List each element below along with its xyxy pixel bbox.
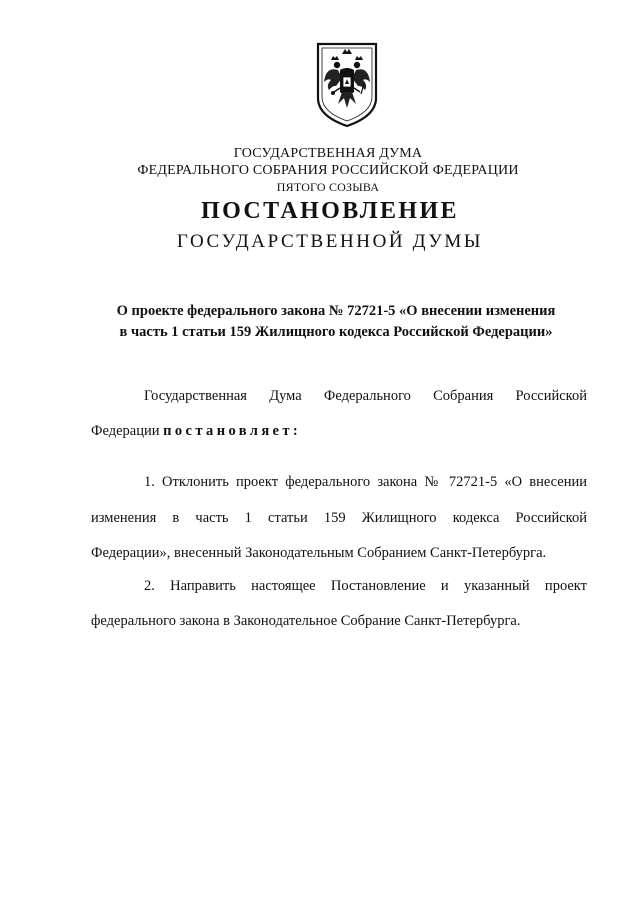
state-emblem-icon xyxy=(312,40,382,128)
document-type-title: ПОСТАНОВЛЕНИЕ xyxy=(201,198,459,224)
subject-line1: О проекте федерального закона № 72721-5 «О внесении изменения xyxy=(116,303,556,319)
preamble-line1: Государственная Дума Федерального Собрания Российской xyxy=(144,388,587,404)
preamble-line2 xyxy=(91,423,301,440)
item2-line1: 2. Направить настоящее Постановление и указанный проект xyxy=(144,578,587,594)
subject-line2: в часть 1 статьи 159 Жилищного кодекса Российской Федерации» xyxy=(119,324,553,340)
item1-line3: Федерации», внесенный Законодательным Собранием Санкт-Петербурга. xyxy=(91,545,547,561)
item2-line2: федерального закона в Законодательное Собрание Санкт-Петербурга. xyxy=(91,613,521,629)
item1-line1: 1. Отклонить проект федерального закона № 72721-5 «О внесении xyxy=(144,474,587,490)
org-name-line2: ФЕДЕРАЛЬНОГО СОБРАНИЯ РОССИЙСКОЙ ФЕДЕРАЦИИ xyxy=(137,163,519,178)
resolves-verb: постановляет: xyxy=(163,423,302,439)
org-name-line1: ГОСУДАРСТВЕННАЯ ДУМА xyxy=(233,146,423,161)
item1-line2: изменения в часть 1 статьи 159 Жилищного кодекса Российской xyxy=(91,510,587,526)
preamble-federation: Федерации xyxy=(91,423,160,439)
convocation-line: ПЯТОГО СОЗЫВА xyxy=(276,180,380,194)
document-type-subtitle: ГОСУДАРСТВЕННОЙ ДУМЫ xyxy=(176,231,484,252)
